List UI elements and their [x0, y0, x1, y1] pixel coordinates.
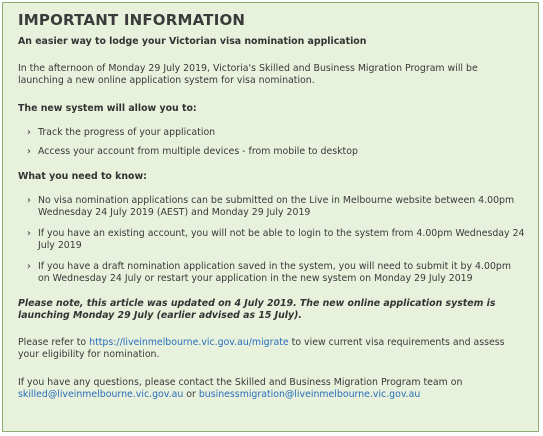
chevron-right-icon: ›: [27, 228, 31, 239]
know-list: [18, 195, 525, 285]
migrate-link[interactable]: https://liveinmelbourne.vic.gov.au/migrate: [89, 337, 289, 348]
skilled-email-link[interactable]: skilled@liveinmelbourne.vic.gov.au: [18, 389, 184, 400]
chevron-right-icon: ›: [27, 127, 31, 138]
list-item: [18, 228, 525, 252]
contact-paragraph: [18, 377, 525, 401]
chevron-right-icon: ›: [27, 261, 31, 272]
subtitle: An easier way to lodge your Victorian visa nomination application: [18, 36, 367, 47]
important-information-panel: [2, 2, 539, 432]
list-item-text: No visa nomination applications can be submitted on the Live in Melbourne website between 4.00pm Wednesday 24 July 2019 (AEST) and Monday 29 July 2019: [38, 195, 515, 218]
list-item-text: If you have an existing account, you will not be able to login to the system from 4.00pm Wednesday 24 July 2019: [38, 228, 525, 251]
panel-title: IMPORTANT INFORMATION: [18, 11, 246, 29]
intro-paragraph: In the afternoon of Monday 29 July 2019, Victoria's Skilled and Business Migration Program will be launching a new online application system for visa nomination.: [18, 63, 478, 86]
update-note: Please note, this article was updated on 4 July 2019. The new online application system is launching Monday 29 July (earlier advised as 15 July).: [18, 298, 496, 321]
know-heading: What you need to know:: [18, 171, 147, 182]
refer-text-before: Please refer to: [18, 337, 90, 348]
chevron-right-icon: ›: [27, 146, 31, 157]
list-item: [18, 195, 525, 219]
refer-text-after: to view current visa requirements and assess your eligibility for nomination.: [18, 337, 505, 360]
allow-heading: The new system will allow you to:: [18, 103, 197, 114]
chevron-right-icon: ›: [27, 195, 31, 206]
list-item-text: If you have a draft nomination application saved in the system, you will need to submit it by 4.00pm on Wednesday 24 July or restart your application in the new system on Monday 29 July 2019: [38, 261, 511, 284]
contact-text-middle: or: [183, 389, 199, 400]
list-item-text: Track the progress of your application: [38, 127, 216, 138]
refer-paragraph: [18, 337, 525, 361]
list-item-text: Access your account from multiple devices - from mobile to desktop: [38, 146, 358, 157]
list-item: [18, 146, 525, 158]
list-item: [18, 127, 525, 139]
allow-list: [18, 127, 525, 158]
business-email-link[interactable]: businessmigration@liveinmelbourne.vic.gov.au: [198, 389, 421, 400]
list-item: [18, 261, 525, 285]
contact-text-before: If you have any questions, please contact the Skilled and Business Migration Program team on: [18, 377, 463, 388]
